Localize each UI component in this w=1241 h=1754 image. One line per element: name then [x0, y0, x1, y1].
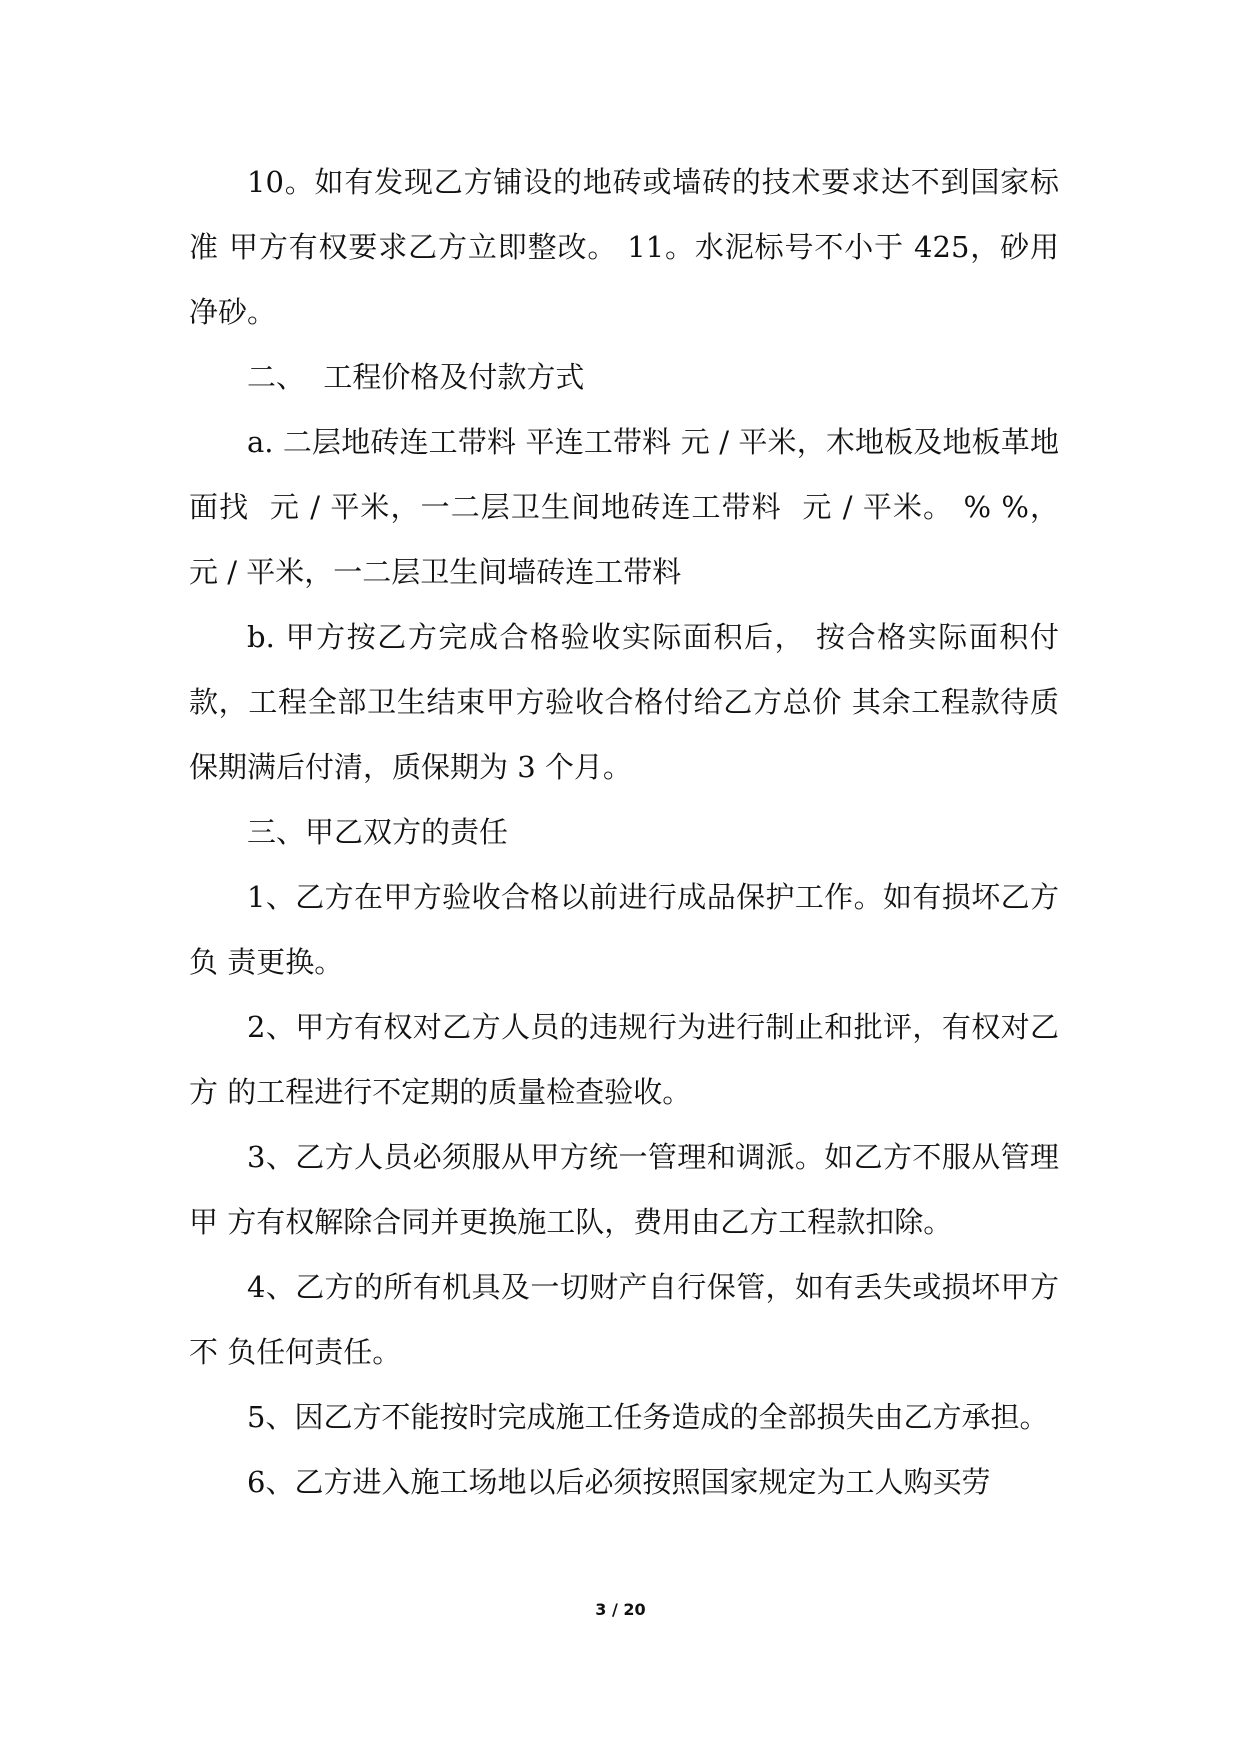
paragraph-clause-10-11: 10。如有发现乙方铺设的地砖或墙砖的技术要求达不到国家标准 甲方有权要求乙方立即整改。 11。水泥标号不小于 425，砂用净砂。: [189, 165, 1059, 329]
paragraph-responsibility-6: 6、乙方进入施工场地以后必须按照国家规定为工人购买劳: [247, 1465, 991, 1499]
paragraph-responsibility-1: 1、乙方在甲方验收合格以前进行成品保护工作。如有损坏乙方负 责更换。: [189, 880, 1059, 979]
section-heading-price-payment: 二、 工程价格及付款方式: [247, 360, 585, 394]
document-body: [189, 150, 1078, 1515]
paragraph-price-a: a. 二层地砖连工带料 平连工带料 元 / 平米，木地板及地板革地面找 元 / 平米，一二层卫生间地砖连工带料 元 / 平米。 % %， 元 / 平米，一二层卫生间墙砖连工带料: [189, 425, 1078, 589]
paragraph-responsibility-2: 2、甲方有权对乙方人员的违规行为进行制止和批评，有权对乙方 的工程进行不定期的质量检查验收。: [189, 1010, 1059, 1109]
paragraph-responsibility-3: 3、乙方人员必须服从甲方统一管理和调派。如乙方不服从管理甲 方有权解除合同并更换施工队，费用由乙方工程款扣除。: [189, 1140, 1059, 1239]
paragraph-payment-b: b. 甲方按乙方完成合格验收实际面积后， 按合格实际面积付款，工程全部卫生结束甲方验收合格付给乙方总价 其余工程款待质保期满后付清，质保期为 3 个月。: [189, 620, 1059, 784]
paragraph-responsibility-5: 5、因乙方不能按时完成施工任务造成的全部损失由乙方承担。: [247, 1400, 1049, 1434]
section-heading-responsibilities: 三、甲乙双方的责任: [247, 815, 509, 849]
page-number: 3 / 20: [595, 1600, 646, 1619]
paragraph-responsibility-4: 4、乙方的所有机具及一切财产自行保管，如有丢失或损坏甲方不 负任何责任。: [189, 1270, 1059, 1369]
